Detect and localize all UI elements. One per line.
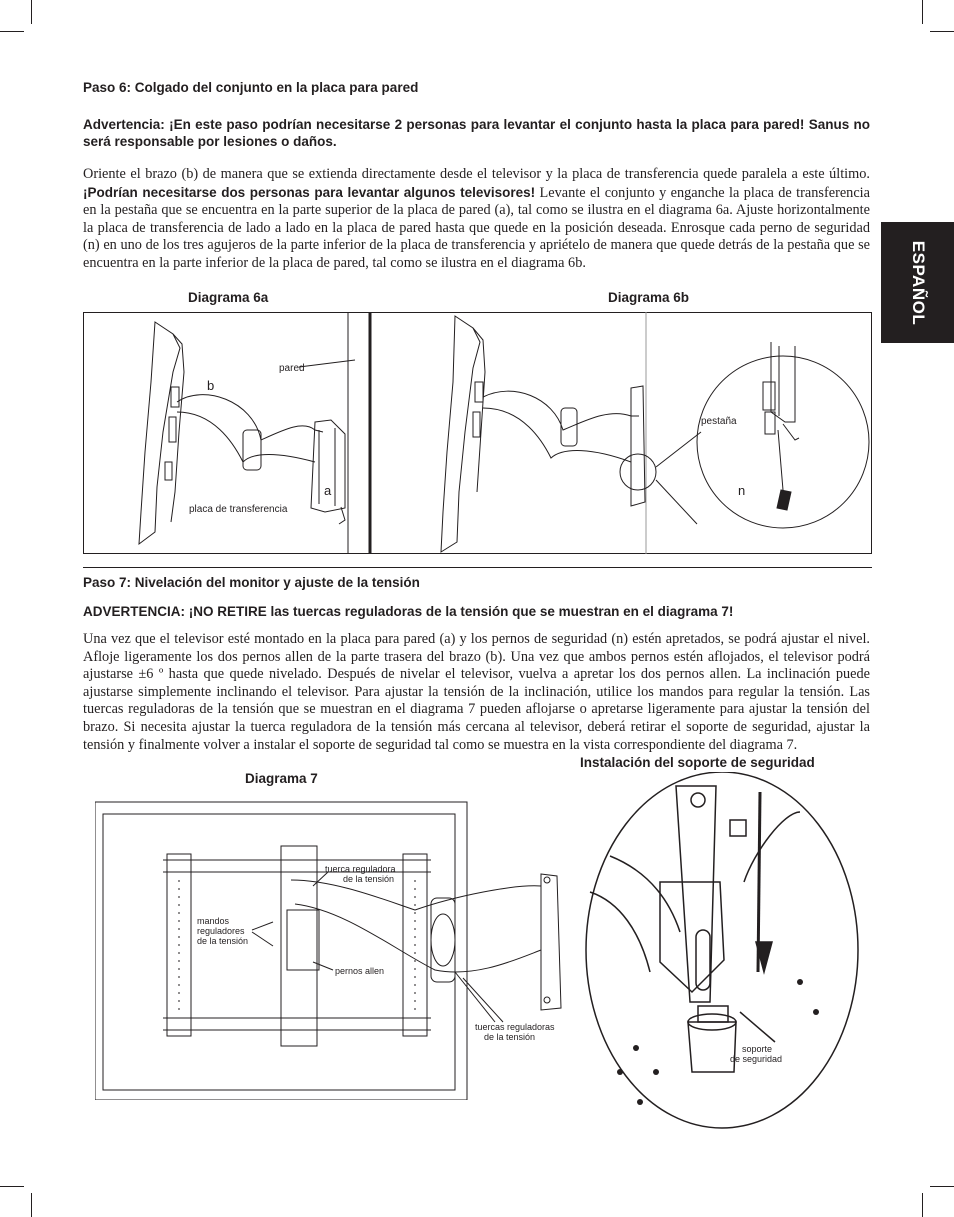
crop-mark	[930, 31, 954, 32]
arm-6b	[483, 386, 701, 524]
label-tuerca-2: de la tensión	[343, 874, 395, 884]
diagram7-title: Diagrama 7	[245, 771, 318, 786]
step7-warning: ADVERTENCIA: ¡NO RETIRE las tuercas reguladoras de la tensión que se muestran en el diagrama 7!	[83, 604, 734, 619]
arm-7	[291, 874, 561, 1010]
label-b: b	[207, 378, 215, 393]
section-divider	[83, 567, 872, 568]
label-tuercas-1: tuercas reguladoras	[475, 1022, 555, 1032]
step6-heading: Paso 6: Colgado del conjunto en la placa para pared	[83, 80, 419, 95]
label-tuercas-2: de la tensión	[484, 1032, 536, 1042]
step6-warning: Advertencia: ¡En este paso podrían necesitarse 2 personas para levantar el conjunto hasta la placa para pared! Sanus no será responsable por lesiones o daños.	[83, 117, 870, 149]
crop-mark	[31, 1193, 32, 1217]
label-pared: pared	[279, 363, 305, 374]
label-mandos-3: de la tensión	[197, 936, 249, 946]
safety-detail-figure	[580, 772, 870, 1132]
crop-mark	[930, 1186, 954, 1187]
label-mandos-2: reguladores	[197, 926, 245, 936]
label-pestana: pestaña	[701, 416, 737, 427]
label-soporte-1: soporte	[742, 1044, 773, 1054]
safety-view-title: Instalación del soporte de seguridad	[580, 755, 815, 770]
diagram6a-title: Diagrama 6a	[188, 290, 269, 305]
step6-body	[83, 166, 870, 273]
diagram7-figure	[95, 800, 585, 1100]
label-n: n	[738, 483, 746, 498]
language-tab	[881, 222, 954, 343]
step6-body-part1: Oriente el brazo (b) de manera que se extienda directamente desde el televisor y la placa de transferencia quede paralela a este último.	[83, 166, 870, 182]
label-placa: placa de transferencia	[189, 504, 288, 515]
diagram6-figure	[83, 312, 872, 554]
label-mandos-1: mandos	[197, 916, 230, 926]
crop-mark	[0, 31, 24, 32]
crop-mark	[31, 0, 32, 24]
step7-heading: Paso 7: Nivelación del monitor y ajuste de la tensión	[83, 575, 420, 590]
language-tab-label: ESPAÑOL	[908, 240, 928, 325]
crop-mark	[0, 1186, 24, 1187]
tv-panel-6a	[139, 322, 184, 544]
step6-body-bold: ¡Podrían necesitarse dos personas para levantar algunos televisores!	[83, 184, 536, 200]
step6-body-part2: Levante el conjunto y enganche la placa de transferencia en la pestaña que se encuentra en la parte superior de la placa de pared (a), tal como se ilustra en el diagrama 6a. Ajuste horizontalmente la placa de transferencia de lado a lado en la placa de pared hasta que quede en la posición deseada. Enrosque cada perno de seguridad (n) en uno de los tres agujeros de la parte inferior de la placa de transferencia y apriételo de manera que quede detrás de la pestaña que se encuentra en la parte inferior de la placa de pared, tal como se ilustra en el diagrama 6b.	[83, 184, 870, 271]
diagram6b-title: Diagrama 6b	[608, 290, 690, 305]
detail-circle-6b	[697, 342, 869, 528]
step7-body: Una vez que el televisor esté montado en la placa para pared (a) y los pernos de seguridad (n) estén apretados, se podrá ajustar el nivel. Afloje ligeramente los dos pernos allen de la parte trasera del brazo (b). Una vez que ambos pernos estén aflojados, el televisor podrá ajustarse ±6 º hasta que quede nivelado. Después de nivelar el televisor, vuelva a apretar los dos pernos allen. La inclinación puede ajustarse simplemente inclinando el televisor. Para ajustar la tensión de la inclinación, utilice los mandos para regular la tensión. Las tuercas reguladoras de la tensión que se muestran en el diagrama 7 pueden aflojarse o apretarse ligeramente para ajustar la tensión del brazo. Si necesita ajustar la tuerca reguladora de la tensión más cercana al televisor, deberá retirar el soporte de seguridad, ajustar la tensión y finalmente volver a instalar el soporte de seguridad tal como se muestra en la vista correspondiente del diagrama 7.	[83, 631, 870, 753]
label-tuerca-1: tuerca reguladora	[325, 864, 396, 874]
label-a: a	[324, 483, 332, 498]
crop-mark	[922, 0, 923, 24]
label-pernos: pernos allen	[335, 966, 385, 976]
label-soporte-2: de seguridad	[730, 1054, 783, 1064]
tv-panel-6b	[441, 316, 485, 552]
crop-mark	[922, 1193, 923, 1217]
